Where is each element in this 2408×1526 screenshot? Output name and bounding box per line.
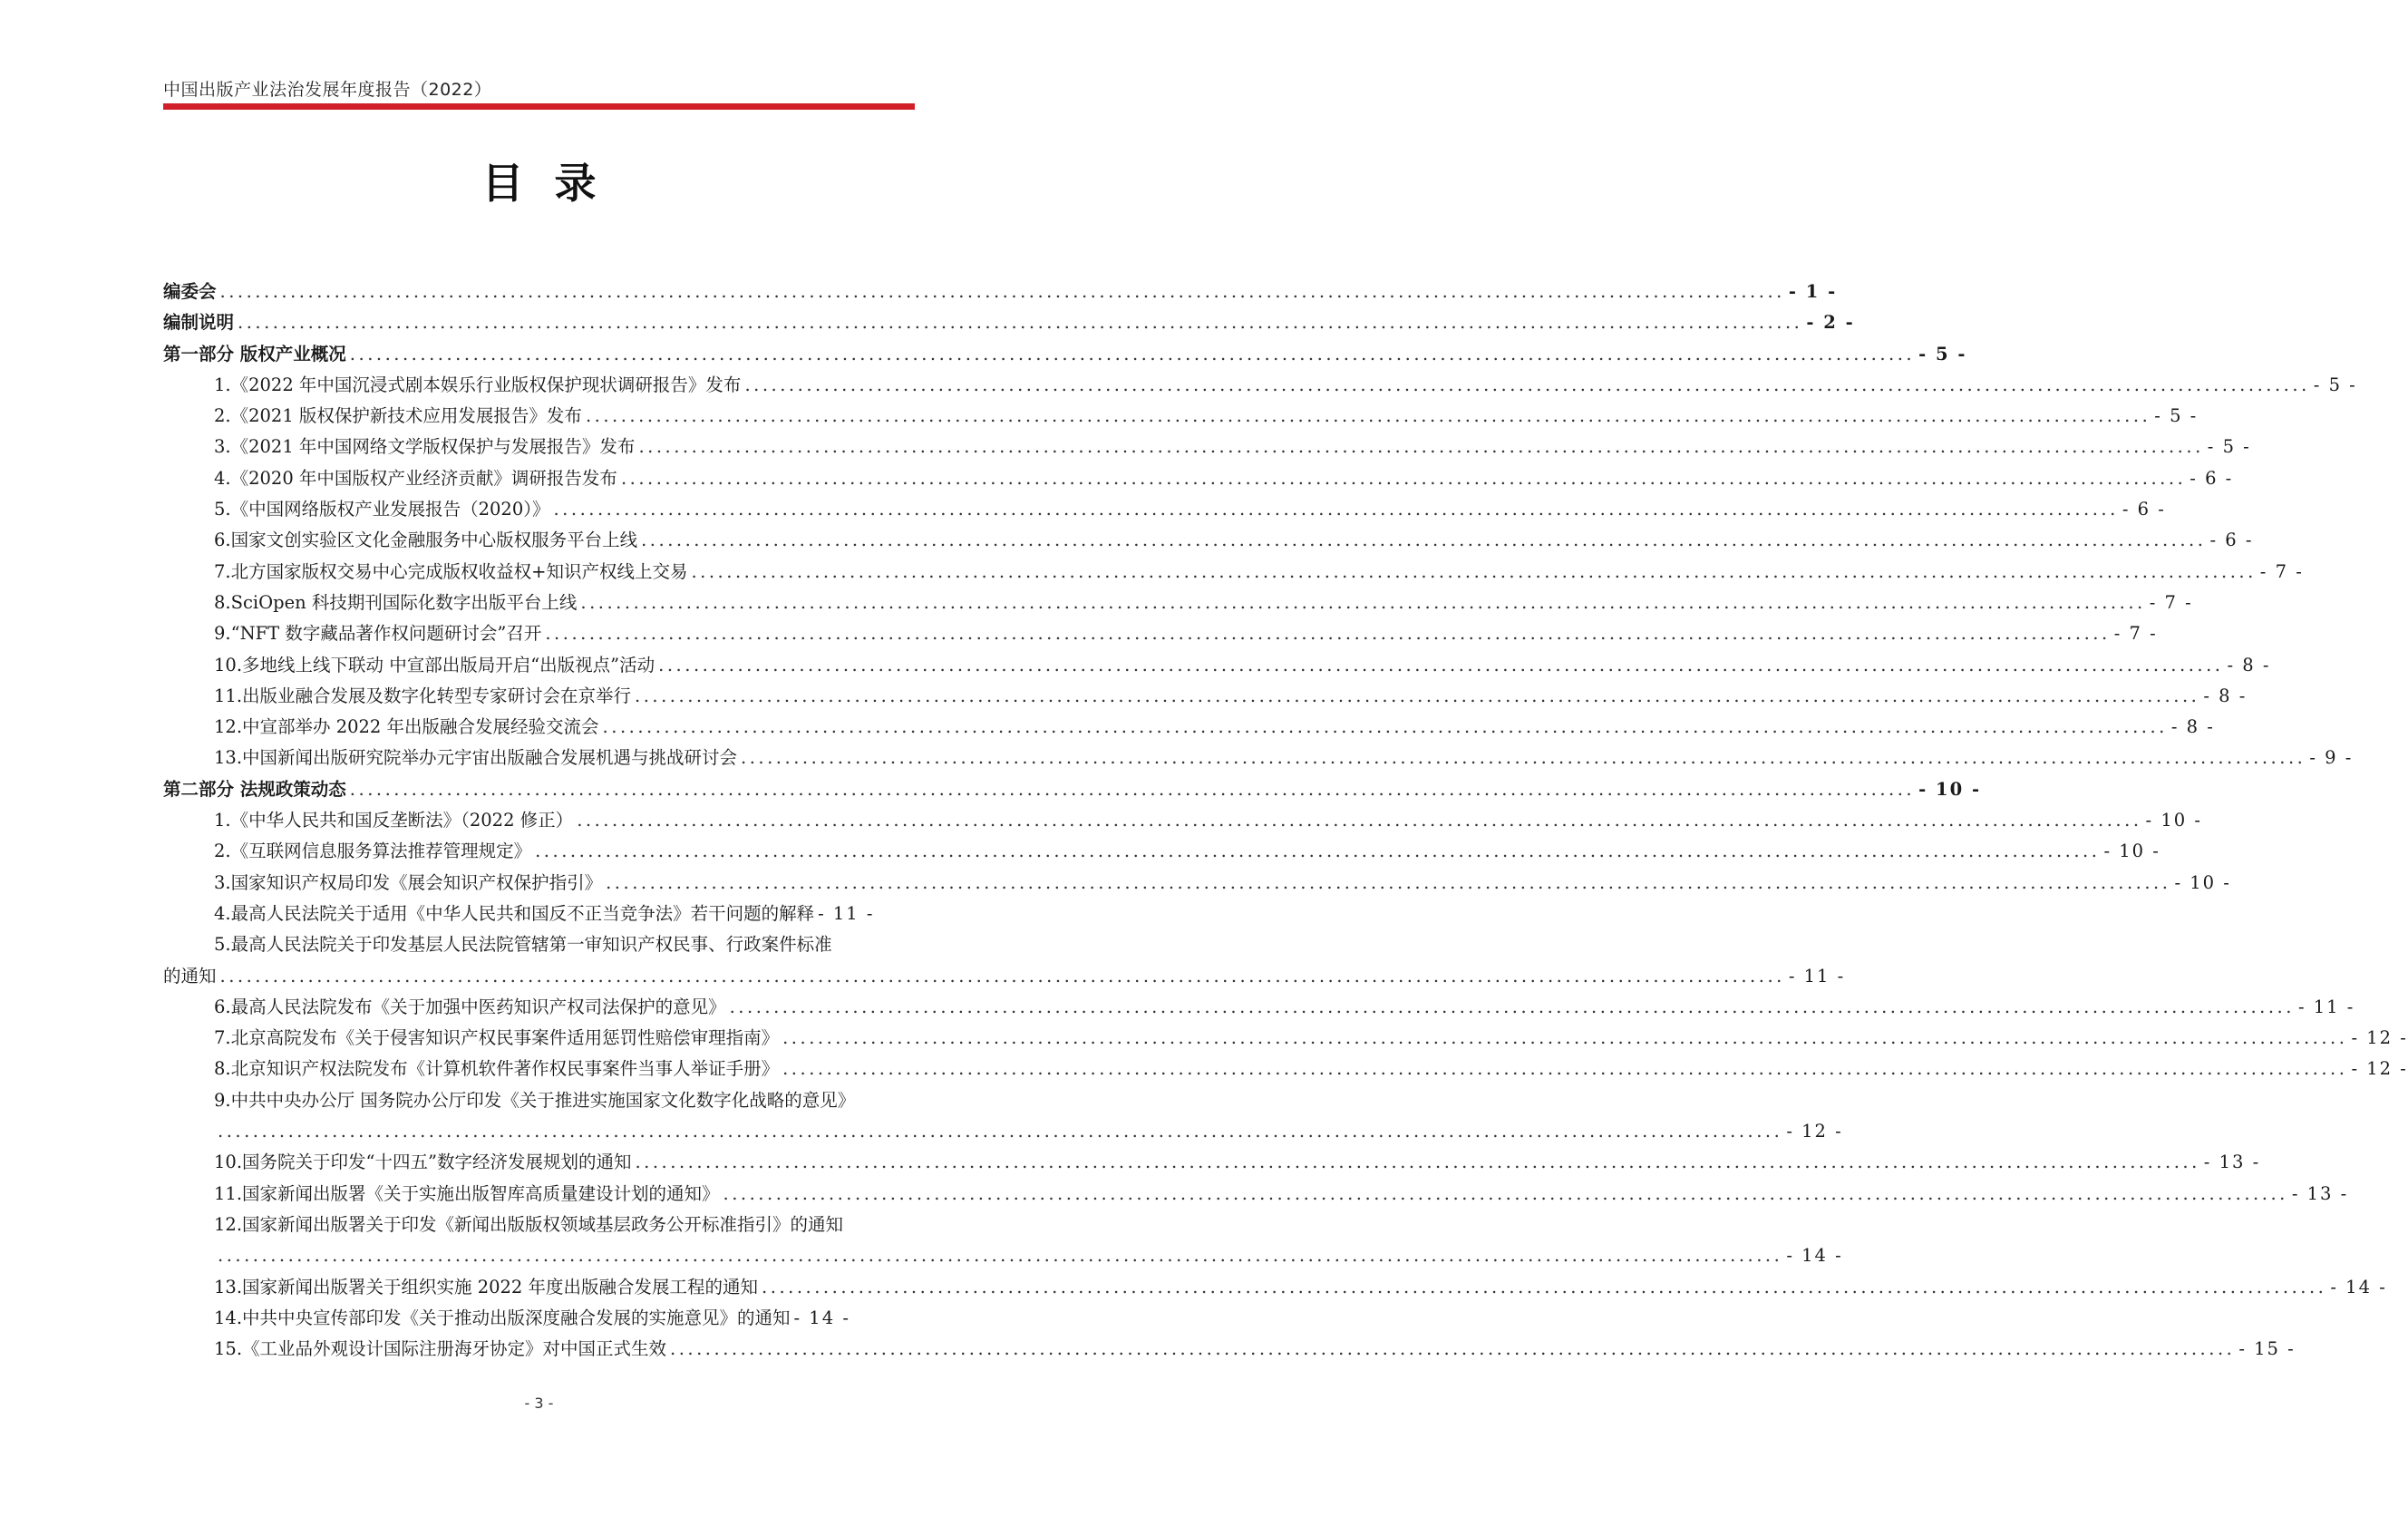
toc-entry[interactable] bbox=[163, 1147, 2261, 1178]
dot-leader: .................................................................................................................................................................................. bbox=[602, 716, 2168, 738]
toc-page-number: - 5 - bbox=[2154, 405, 2199, 427]
toc-entry[interactable] bbox=[163, 1334, 2296, 1365]
toc-page-number: - 10 - bbox=[1918, 778, 1982, 800]
toc-entry-title: 14.中共中央宣传部印发《关于推动出版深度融合发展的实施意见》的通知 bbox=[214, 1307, 791, 1328]
toc-entry[interactable] bbox=[163, 557, 2304, 588]
dot-leader: .................................................................................................................................................................................. bbox=[635, 685, 2200, 706]
toc-page-number: - 12 - bbox=[1786, 1121, 1843, 1142]
dot-leader: .................................................................................................................................................................................. bbox=[638, 436, 2204, 458]
dot-leader: .................................................................................................................................................................................. bbox=[218, 1121, 1783, 1142]
toc-page-number: - 2 - bbox=[1806, 312, 1855, 334]
dot-leader: .................................................................................................................................................................................. bbox=[219, 965, 1785, 987]
toc-entry-title: 1.《中华人民共和国反垄断法》（2022 修正） bbox=[214, 810, 574, 831]
toc-page-number: - 10 - bbox=[2103, 841, 2160, 862]
toc-entry-title: 10.多地线上线下联动 中宣部出版局开启“出版视点”活动 bbox=[214, 654, 655, 676]
dot-leader: .................................................................................................................................................................................. bbox=[585, 405, 2151, 427]
toc-entry-part-one[interactable] bbox=[163, 339, 1967, 370]
toc-entry-editorial-board[interactable] bbox=[163, 277, 1838, 307]
toc-page-number: - 10 - bbox=[2174, 871, 2231, 893]
toc-page-number: - 14 - bbox=[1786, 1245, 1843, 1267]
toc-page-number: - 13 - bbox=[2203, 1152, 2261, 1173]
toc-entry-title: 7.北京高院发布《关于侵害知识产权民事案件适用惩罚性赔偿审理指南》 bbox=[214, 1027, 780, 1049]
dot-leader: .................................................................................................................................................................................. bbox=[580, 591, 2146, 613]
dot-leader: .................................................................................................................................................................................. bbox=[744, 374, 2310, 395]
toc-entry[interactable] bbox=[163, 992, 2355, 1023]
toc-entry-title: 6.国家文创实验区文化金融服务中心版权服务平台上线 bbox=[214, 530, 638, 551]
dot-leader: .................................................................................................................................................................................. bbox=[349, 778, 1916, 800]
toc-entry-part-two[interactable] bbox=[163, 774, 1982, 805]
toc-page-number: - 8 - bbox=[2203, 685, 2248, 706]
toc-entry-title: 第一部分 版权产业概况 bbox=[163, 343, 346, 364]
toc-entry-title: 7.北方国家版权交易中心完成版权收益权+知识产权线上交易 bbox=[214, 560, 688, 582]
dot-leader: .................................................................................................................................................................................. bbox=[545, 623, 2111, 645]
toc-entry-compilation-notes[interactable] bbox=[163, 307, 1855, 338]
dot-leader: .................................................................................................................................................................................. bbox=[723, 1182, 2288, 1204]
toc-entry-title: 5.最高人民法院关于印发基层人民法院管辖第一审知识产权民事、行政案件标准 bbox=[214, 934, 832, 956]
page-number-footer: - 3 - bbox=[524, 1395, 554, 1412]
toc-page-number: - 13 - bbox=[2291, 1182, 2349, 1204]
toc-page-number: - 1 - bbox=[1788, 281, 1838, 302]
toc-entry-title: 4.最高人民法院关于适用《中华人民共和国反不正当竞争法》若干问题的解释 bbox=[214, 902, 815, 924]
toc-entry[interactable] bbox=[163, 868, 2231, 899]
toc-entry-title: 编委会 bbox=[163, 281, 217, 302]
dot-leader: .................................................................................................................................................................................. bbox=[219, 281, 1785, 302]
toc-entry-title: 12.中宣部举办 2022 年出版融合发展经验交流会 bbox=[214, 716, 599, 738]
toc-entry-title: 8.SciOpen 科技期刊国际化数字出版平台上线 bbox=[214, 591, 578, 613]
toc-page-number: - 11 - bbox=[1788, 965, 1846, 987]
dot-leader: .................................................................................................................................................................................. bbox=[782, 1027, 2348, 1049]
toc-page-number: - 6 - bbox=[2209, 530, 2254, 551]
toc-entry-title: 11.出版业融合发展及数字化转型专家研讨会在京举行 bbox=[214, 685, 632, 706]
toc-page-number: - 8 - bbox=[2170, 716, 2215, 738]
toc-entry-title: 2.《2021 版权保护新技术应用发展报告》发布 bbox=[214, 405, 582, 427]
running-header: 中国出版产业法治发展年度报告（2022） bbox=[163, 80, 492, 100]
toc-entry[interactable] bbox=[163, 618, 2158, 649]
toc-page-number: - 6 - bbox=[2190, 467, 2234, 489]
header-rule bbox=[163, 103, 915, 110]
toc-entry-title: 10.国务院关于印发“十四五”数字经济发展规划的通知 bbox=[214, 1152, 632, 1173]
toc-entry[interactable] bbox=[163, 1210, 1843, 1272]
toc-entry-title: 5.《中国网络版权产业发展报告（2020）》 bbox=[214, 499, 550, 520]
toc-entry[interactable] bbox=[163, 494, 2166, 525]
dot-leader: .................................................................................................................................................................................. bbox=[620, 467, 2187, 489]
toc-page-number: - 8 - bbox=[2227, 654, 2271, 676]
toc-entry[interactable] bbox=[163, 432, 2251, 462]
toc-entry[interactable] bbox=[163, 370, 2357, 401]
dot-leader: .................................................................................................................................................................................. bbox=[218, 1245, 1783, 1267]
dot-leader: .................................................................................................................................................................................. bbox=[349, 343, 1916, 364]
toc-page-number: - 14 - bbox=[2330, 1276, 2387, 1298]
dot-leader: .................................................................................................................................................................................. bbox=[782, 1058, 2348, 1080]
dot-leader: .................................................................................................................................................................................. bbox=[658, 654, 2224, 676]
dot-leader: .................................................................................................................................................................................. bbox=[691, 560, 2257, 582]
toc-entry[interactable] bbox=[163, 805, 2202, 836]
toc-entry[interactable] bbox=[163, 401, 2199, 432]
dot-leader: .................................................................................................................................................................................. bbox=[577, 810, 2142, 831]
table-of-contents bbox=[163, 277, 2408, 1365]
page-title: 目录 bbox=[481, 159, 627, 208]
toc-entry-title: 11.国家新闻出版署《关于实施出版智库高质量建设计划的通知》 bbox=[214, 1182, 720, 1204]
toc-page-number: - 9 - bbox=[2309, 747, 2354, 769]
toc-page-number: - 5 - bbox=[2313, 374, 2357, 395]
toc-entry[interactable] bbox=[163, 1023, 2408, 1054]
toc-entry[interactable] bbox=[163, 929, 1846, 992]
toc-entry[interactable] bbox=[163, 588, 2193, 618]
toc-entry-title-continued: 的通知 bbox=[163, 965, 217, 987]
toc-page-number: - 6 - bbox=[2122, 499, 2166, 520]
dot-leader: .................................................................................................................................................................................. bbox=[641, 530, 2207, 551]
toc-entry-title: 9.中共中央办公厅 国务院办公厅印发《关于推进实施国家文化数字化战略的意见》 bbox=[214, 1089, 856, 1111]
toc-entry[interactable] bbox=[163, 1272, 2387, 1303]
toc-entry-title: 8.北京知识产权法院发布《计算机软件著作权民事案件当事人举证手册》 bbox=[214, 1058, 780, 1080]
toc-entry-title: 15.《工业品外观设计国际注册海牙协定》对中国正式生效 bbox=[214, 1338, 667, 1360]
dot-leader: .................................................................................................................................................................................. bbox=[729, 996, 2295, 1017]
toc-entry[interactable] bbox=[163, 1179, 2349, 1210]
toc-page-number: - 11 - bbox=[818, 902, 875, 924]
toc-entry[interactable] bbox=[163, 899, 925, 929]
toc-entry-title: 第二部分 法规政策动态 bbox=[163, 778, 346, 800]
toc-entry[interactable] bbox=[163, 681, 2248, 712]
toc-entry-title: 12.国家新闻出版署关于印发《新闻出版版权领域基层政务公开标准指引》的通知 bbox=[214, 1213, 844, 1235]
dot-leader: .................................................................................................................................................................................. bbox=[670, 1338, 2236, 1360]
toc-entry[interactable] bbox=[163, 463, 2234, 494]
toc-page-number: - 7 - bbox=[2113, 623, 2158, 645]
toc-page-number: - 7 - bbox=[2149, 591, 2193, 613]
toc-entry-title: 9.“NFT 数字藏品著作权问题研讨会”召开 bbox=[214, 623, 542, 645]
dot-leader: .................................................................................................................................................................................. bbox=[238, 312, 1803, 334]
dot-leader: .................................................................................................................................................................................. bbox=[535, 841, 2101, 862]
toc-page-number: - 15 - bbox=[2238, 1338, 2296, 1360]
toc-entry-title: 3.《2021 年中国网络文学版权保护与发展报告》发布 bbox=[214, 436, 636, 458]
dot-leader: .................................................................................................................................................................................. bbox=[741, 747, 2306, 769]
toc-page-number: - 12 - bbox=[2351, 1027, 2408, 1049]
toc-entry[interactable] bbox=[163, 1303, 925, 1334]
toc-entry[interactable] bbox=[163, 525, 2254, 556]
dot-leader: .................................................................................................................................................................................. bbox=[635, 1152, 2200, 1173]
toc-entry[interactable] bbox=[163, 1085, 1843, 1148]
toc-page-number: - 11 - bbox=[2297, 996, 2355, 1017]
toc-entry[interactable] bbox=[163, 743, 2354, 773]
toc-entry-title: 6.最高人民法院发布《关于加强中医药知识产权司法保护的意见》 bbox=[214, 996, 726, 1017]
toc-page-number: - 7 - bbox=[2259, 560, 2304, 582]
toc-entry[interactable] bbox=[163, 836, 2160, 867]
toc-page-number: - 5 - bbox=[2207, 436, 2251, 458]
toc-page-number: - 10 - bbox=[2145, 810, 2202, 831]
toc-entry-title: 4.《2020 年中国版权产业经济贡献》调研报告发布 bbox=[214, 467, 617, 489]
dot-leader: .................................................................................................................................................................................. bbox=[606, 871, 2171, 893]
toc-page-number: - 5 - bbox=[1918, 343, 1967, 364]
dot-leader: .................................................................................................................................................................................. bbox=[762, 1276, 2327, 1298]
dot-leader: .................................................................................................................................................................................. bbox=[553, 499, 2119, 520]
toc-page-number: - 12 - bbox=[2351, 1058, 2408, 1080]
toc-entry[interactable] bbox=[163, 650, 2271, 681]
toc-page-number: - 14 - bbox=[793, 1307, 850, 1328]
toc-entry[interactable] bbox=[163, 1054, 2408, 1084]
toc-entry-title: 编制说明 bbox=[163, 312, 235, 334]
toc-entry-title: 2.《互联网信息服务算法推荐管理规定》 bbox=[214, 841, 532, 862]
toc-entry-title: 13.中国新闻出版研究院举办元宇宙出版融合发展机遇与挑战研讨会 bbox=[214, 747, 738, 769]
toc-entry-title: 1.《2022 年中国沉浸式剧本娱乐行业版权保护现状调研报告》发布 bbox=[214, 374, 742, 395]
toc-entry-title: 13.国家新闻出版署关于组织实施 2022 年度出版融合发展工程的通知 bbox=[214, 1276, 759, 1298]
toc-entry[interactable] bbox=[163, 712, 2215, 743]
toc-entry-title: 3.国家知识产权局印发《展会知识产权保护指引》 bbox=[214, 871, 603, 893]
